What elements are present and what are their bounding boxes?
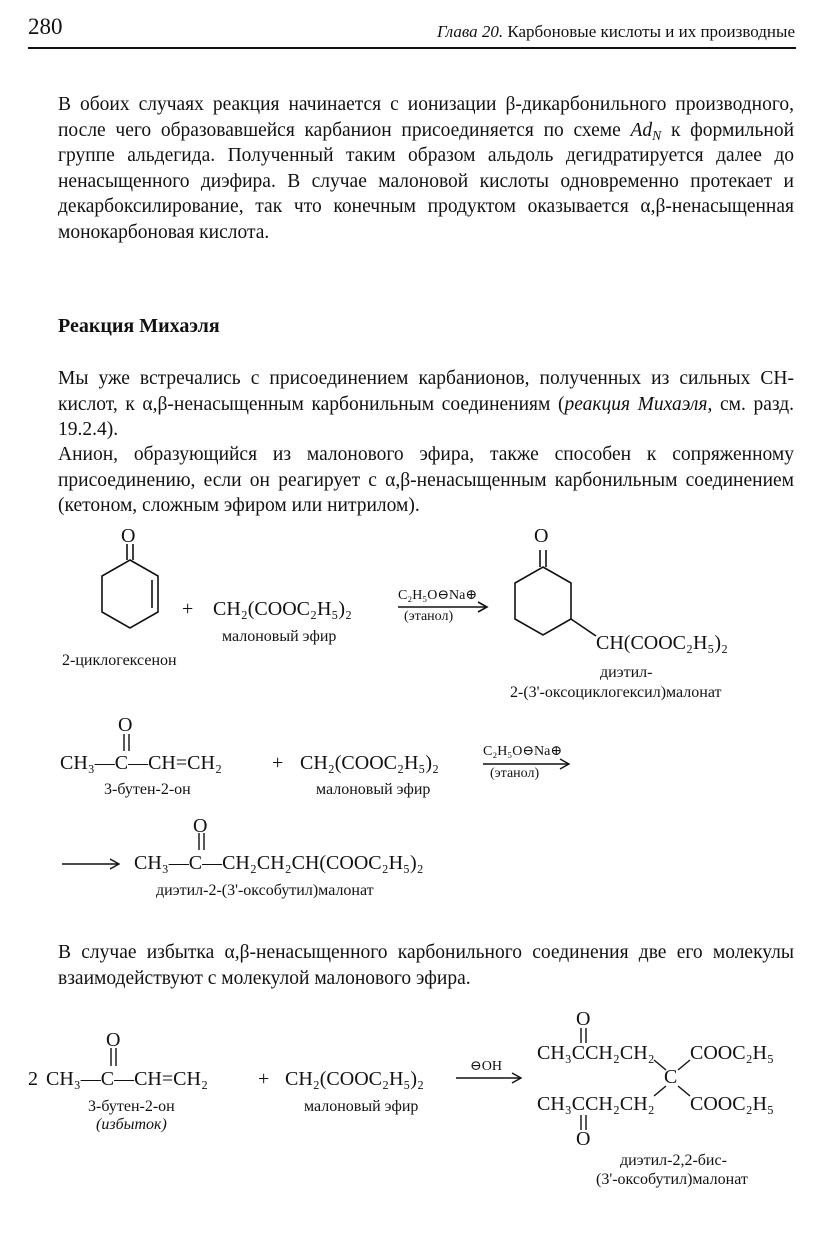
scheme1-reactant-oxygen: O — [121, 525, 136, 547]
p2-text-a: Мы уже встречались с присоединением карбанионов, полученных из сильных CH-кислот, к α,β-ненасыщенным карбонильным соединениям ( — [58, 368, 794, 415]
scheme3-top-oxygen: O — [576, 1008, 591, 1030]
section-heading: Реакция Михаэля — [58, 315, 220, 337]
scheme2-malonic-label: малоновый эфир — [316, 781, 431, 798]
scheme2-malonic-formula: CH₂(COOC₂H₅)₂ — [300, 752, 440, 774]
scheme3-excess-label: (избыток) — [96, 1116, 167, 1133]
scheme1-product-group: CH(COOC₂H₅)₂ — [596, 632, 729, 654]
page-number: 280 — [28, 14, 63, 39]
scheme1-product-label-1: диэтил- — [600, 664, 653, 681]
scheme3-product-top-chain: CH₃CCH₂CH₂ — [537, 1042, 655, 1064]
scheme3-butenone-formula: CH₃—C—CH=CH₂ — [46, 1068, 208, 1090]
scheme2-product-formula: CH₃—C—CH₂CH₂CH(COOC₂H₅)₂ — [134, 852, 424, 874]
scheme3-oxygen: O — [106, 1029, 121, 1051]
scheme3-malonic-label: малоновый эфир — [304, 1098, 419, 1115]
scheme1-malonic-label: малоновый эфир — [222, 628, 337, 645]
scheme2-butenone-label: 3-бутен-2-он — [104, 781, 191, 798]
scheme3-reagent: ⊖OH — [470, 1059, 502, 1074]
scheme1-product-oxygen: O — [534, 525, 549, 547]
scheme2-butenone-formula: CH₃—C—CH=CH₂ — [60, 752, 222, 774]
p1-scheme-sub: N — [652, 127, 662, 143]
scheme3-product-label-1: диэтил-2,2-бис- — [620, 1152, 727, 1169]
scheme3-malonic-formula: CH₂(COOC₂H₅)₂ — [285, 1068, 425, 1090]
scheme1-plus: + — [182, 598, 194, 620]
scheme3-center-carbon: C — [664, 1066, 678, 1088]
scheme1-reagent: C₂H₅O⊖Na⊕ — [398, 588, 478, 603]
scheme3-butenone-label: 3-бутен-2-он — [88, 1098, 175, 1115]
scheme3-plus: + — [258, 1068, 270, 1090]
scheme2-plus: + — [272, 752, 284, 774]
scheme1-malonic-formula: CH₂(COOC₂H₅)₂ — [213, 598, 353, 620]
p4-text: В случае избытка α,β-ненасыщенного карбонильного соединения две его молекулы взаимодействуют с молекулой малонового эфира. — [58, 942, 794, 989]
chapter-number: Глава 20. — [436, 22, 504, 41]
p1-text-a: В обоих случаях реакция начинается с ионизации β-дикарбонильного производного, после чего образовавшейся карбанион присоединяется по схеме — [58, 94, 794, 141]
p1-text-b: к формильной группе альдегида. Полученный таким образом альдоль дегидратируется далее до ненасыщенного диэфира. В случае малоновой кислоты одновременно протекает и декарбоксилирование, так что конечным продуктом оказывается α,β-ненасыщенная монокарбоновая кислота. — [58, 119, 794, 243]
scheme3-bottom-oxygen: O — [576, 1128, 591, 1150]
scheme2-reagent: C₂H₅O⊖Na⊕ — [483, 744, 563, 759]
p2-text-b: , см. разд. 19.2.4). — [58, 393, 794, 440]
scheme3-coefficient: 2 — [28, 1068, 38, 1090]
scheme2-solvent: (этанол) — [490, 766, 540, 781]
chapter-title: Карбоновые кислоты и их производные — [503, 22, 795, 41]
p3-text: Анион, образующийся из малонового эфира, также способен к сопряженному присоединению, если он реагирует с α,β-ненасыщенным карбонильным соединением (кетоном, сложным эфиром или нитрилом). — [58, 444, 794, 516]
scheme2-product-label: диэтил-2-(3'-оксобутил)малонат — [156, 882, 374, 899]
scheme3-ester-bottom: COOC₂H₅ — [690, 1093, 774, 1115]
scheme1-reactant-label: 2-циклогексенон — [62, 652, 177, 669]
scheme3-product-bottom-chain: CH₃CCH₂CH₂ — [537, 1093, 655, 1115]
p1-scheme: Ad — [630, 119, 653, 141]
scheme2-oxygen: O — [118, 714, 133, 736]
scheme1-product-label-2: 2-(3'-оксоциклогексил)малонат — [510, 684, 722, 701]
scheme3-product-label-2: (3'-оксобутил)малонат — [596, 1171, 748, 1188]
scheme2-product-oxygen: O — [193, 815, 208, 837]
scheme3-ester-top: COOC₂H₅ — [690, 1042, 774, 1064]
p2-italic: реакция Михаэля — [564, 393, 708, 415]
scheme1-solvent: (этанол) — [404, 609, 454, 624]
